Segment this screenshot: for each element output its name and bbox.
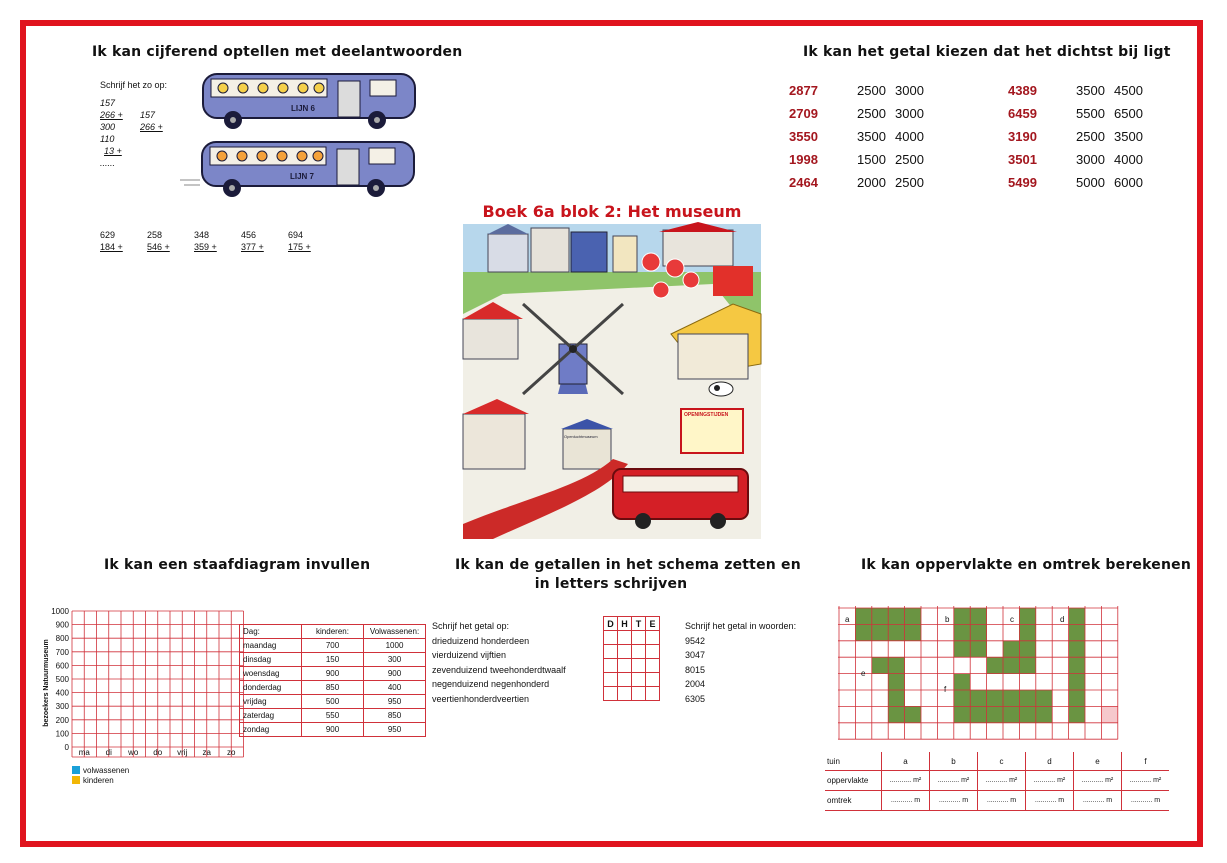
table-cell: vrijdag (240, 695, 302, 709)
exercise-bottom: 546 + (147, 242, 170, 252)
table-cell: woensdag (240, 667, 302, 681)
schema-row (604, 687, 660, 701)
area-cell (1036, 690, 1052, 706)
addition-example (100, 97, 123, 169)
y-tick-label: 0 (64, 743, 69, 752)
schema-row (604, 659, 660, 673)
heading-area: Ik kan oppervlakte en omtrek berekenen (861, 557, 1191, 573)
area-cell (1069, 674, 1085, 690)
schema-header: E (646, 617, 660, 631)
nearest-option: 3500 (1114, 129, 1143, 144)
exercise (100, 229, 140, 253)
schema-cell[interactable] (604, 645, 618, 659)
exercise (194, 229, 234, 253)
area-cell (855, 624, 871, 640)
table-cell: 900 (364, 667, 426, 681)
schema-row (604, 673, 660, 687)
exercise-bottom: 184 + (100, 242, 123, 252)
nearest-table-right (1008, 79, 1149, 194)
area-blank[interactable]: ........... m (978, 791, 1026, 811)
schema-cell[interactable] (632, 687, 646, 701)
heading-addition: Ik kan cijferend optellen met deelantwoorden (92, 44, 463, 60)
schema-number: 9542 (685, 635, 706, 646)
area-blank[interactable]: ........... m (1026, 791, 1074, 811)
area-cell (1069, 608, 1085, 624)
y-tick-label: 900 (55, 620, 69, 630)
area-label: e (861, 669, 866, 678)
area-cell (855, 608, 871, 624)
nearest-number: 3190 (1008, 129, 1037, 144)
schema-cell[interactable] (646, 631, 660, 645)
schema-words (432, 619, 566, 706)
area-cell (970, 624, 986, 640)
bar-chart (38, 603, 236, 768)
x-tick-label: zo (227, 748, 236, 757)
legend-label: kinderen (83, 776, 114, 785)
exercise (241, 229, 281, 253)
area-table-header: c (978, 752, 1026, 771)
heading-schema-line: Ik kan de getallen in het schema zetten en (455, 557, 801, 573)
nearest-option: 3500 (1076, 83, 1105, 98)
exercise-top: 456 (241, 230, 257, 240)
exercise-bottom: 359 + (194, 242, 217, 252)
area-blank[interactable]: ........... m (1074, 791, 1122, 811)
chart-legend (72, 766, 129, 786)
table-cell: maandag (240, 639, 302, 653)
area-cell (1069, 624, 1085, 640)
area-grid (838, 606, 1133, 736)
area-cell (954, 641, 970, 657)
y-tick-label: 1000 (51, 607, 69, 616)
schema-cell[interactable] (632, 673, 646, 687)
legend-swatch-icon (72, 776, 80, 784)
area-cell (1069, 641, 1085, 657)
table-cell: 850 (364, 709, 426, 723)
table-row (240, 667, 426, 681)
area-table-header: f (1122, 752, 1170, 771)
area-cell (888, 624, 904, 640)
nearest-row (789, 79, 930, 102)
table-header: Volwassenen: (364, 625, 426, 639)
nearest-number: 5499 (1008, 175, 1037, 190)
area-blank[interactable]: ........... m² (978, 771, 1026, 791)
y-tick-label: 200 (55, 715, 69, 725)
nearest-option: 6000 (1114, 175, 1143, 190)
schema-word: zevenduizend tweehonderdtwaalf (432, 664, 566, 675)
area-table-header: tuin (825, 752, 882, 771)
schema-cell[interactable] (618, 673, 632, 687)
table-cell: donderdag (240, 681, 302, 695)
table-cell: 700 (302, 639, 364, 653)
schema-cell[interactable] (646, 659, 660, 673)
table-cell: 400 (364, 681, 426, 695)
nearest-number: 2877 (789, 83, 818, 98)
nearest-row (1008, 102, 1149, 125)
area-cell (987, 706, 1003, 722)
nearest-option: 2500 (857, 83, 886, 98)
area-cell (1019, 641, 1035, 657)
area-label: a (845, 615, 850, 624)
table-cell: zaterdag (240, 709, 302, 723)
schema-number: 3047 (685, 650, 706, 660)
nearest-number: 3501 (1008, 152, 1037, 167)
area-cell (1003, 641, 1019, 657)
visitors-table (239, 624, 426, 737)
example-line: 300 (100, 122, 116, 132)
area-cell (888, 608, 904, 624)
area-cell (970, 690, 986, 706)
bus1-label: LIJN 6 (291, 104, 316, 113)
table-row (240, 723, 426, 737)
legend-swatch-icon (72, 766, 80, 774)
schema-header: H (618, 617, 632, 631)
schema-cell[interactable] (632, 631, 646, 645)
area-blank[interactable]: ........... m² (1122, 771, 1170, 791)
area-row-label: omtrek (825, 791, 882, 811)
area-cell (905, 706, 921, 722)
area-blank[interactable]: ........... m² (1074, 771, 1122, 791)
schema-cell[interactable] (604, 687, 618, 701)
area-row-label: oppervlakte (825, 771, 882, 791)
schema-cell[interactable] (618, 687, 632, 701)
nearest-option: 5500 (1076, 106, 1105, 121)
area-cell (954, 608, 970, 624)
area-cell (1019, 624, 1035, 640)
schema-word: veertienhonderdveertien (432, 693, 530, 704)
y-axis-label: bezoekers Natuurmuseum (43, 639, 50, 727)
table-header: Dag: (240, 625, 302, 639)
x-axis-ticks (72, 747, 244, 757)
schema-cell[interactable] (632, 645, 646, 659)
sign-opening-hours: OPENINGSTIJDEN (684, 412, 729, 418)
nearest-option: 2500 (857, 106, 886, 121)
area-cell (970, 706, 986, 722)
area-cell (1019, 690, 1035, 706)
area-cell (954, 674, 970, 690)
area-blank[interactable]: ........... m (1122, 791, 1170, 811)
nearest-option: 3000 (895, 106, 924, 121)
nearest-option: 6500 (1114, 106, 1143, 121)
schema-cell[interactable] (604, 673, 618, 687)
area-blank[interactable]: ........... m² (1026, 771, 1074, 791)
table-cell: 850 (302, 681, 364, 695)
nearest-option: 4500 (1114, 83, 1143, 98)
schema-cell[interactable] (618, 645, 632, 659)
schema-cell[interactable] (604, 631, 618, 645)
bus-illustration (195, 70, 425, 132)
schema-number: 6305 (685, 693, 706, 704)
area-cell (1069, 706, 1085, 722)
table-cell: 150 (302, 653, 364, 667)
schema-row (604, 631, 660, 645)
nearest-number: 6459 (1008, 106, 1037, 121)
area-cell (987, 690, 1003, 706)
chart-grid (72, 611, 244, 747)
area-blank[interactable]: ........... m (930, 791, 978, 811)
nearest-row (1008, 125, 1149, 148)
area-table-header: e (1074, 752, 1122, 771)
addition-side-example (140, 109, 163, 133)
nearest-option: 1500 (857, 152, 886, 167)
schema-number: 2004 (685, 679, 706, 689)
bus-illustration (180, 138, 425, 200)
nearest-number: 1998 (789, 152, 818, 167)
schema-cell[interactable] (604, 659, 618, 673)
nearest-number: 2709 (789, 106, 818, 121)
area-cell (1003, 690, 1019, 706)
example-line: 266 + (140, 122, 163, 132)
table-cell: 900 (302, 723, 364, 737)
legend-entry (72, 776, 129, 786)
book-title: Boek 6a blok 2: Het museum (482, 202, 742, 221)
nearest-row (1008, 79, 1149, 102)
addition-instruction: Schrijf het zo op: (100, 80, 168, 90)
example-line: 157 (140, 110, 156, 120)
area-cell (1019, 608, 1035, 624)
y-tick-label: 600 (55, 661, 69, 671)
table-cell: zondag (240, 723, 302, 737)
exercise-bottom: 175 + (288, 242, 311, 252)
exercise (288, 229, 328, 253)
area-cell (954, 706, 970, 722)
exercise-top: 258 (147, 230, 163, 240)
area-cell (888, 657, 904, 673)
nearest-option: 4000 (1114, 152, 1143, 167)
y-axis-ticks (51, 607, 69, 752)
x-tick-label: vrij (177, 748, 188, 757)
schema-word: drieduizend honderdeen (432, 635, 530, 646)
schema-cell[interactable] (646, 673, 660, 687)
example-line: ...... (100, 158, 116, 168)
table-cell: 950 (364, 695, 426, 709)
area-cell (872, 624, 888, 640)
y-tick-label: 400 (55, 688, 69, 698)
table-cell: 900 (302, 667, 364, 681)
nearest-row (789, 171, 930, 194)
area-cell (905, 624, 921, 640)
schema-numbers (685, 619, 796, 706)
bus2-label: LIJN 7 (290, 172, 315, 181)
area-table-row (825, 791, 1169, 811)
nearest-number: 4389 (1008, 83, 1037, 98)
exercise (147, 229, 187, 253)
nearest-option: 3500 (857, 129, 886, 144)
area-table-header: d (1026, 752, 1074, 771)
schema-cell[interactable] (646, 645, 660, 659)
schema-instruction: Schrijf het getal op: (432, 621, 510, 631)
example-line: 110 (100, 134, 115, 144)
heading-bar-chart: Ik kan een staafdiagram invullen (104, 557, 371, 573)
schema-cell[interactable] (646, 687, 660, 701)
heading-schema (455, 557, 801, 592)
schema-cell[interactable] (618, 631, 632, 645)
schema-instruction: Schrijf het getal in woorden: (685, 621, 797, 631)
area-cell (888, 690, 904, 706)
table-row (240, 681, 426, 695)
nearest-option: 5000 (1076, 175, 1105, 190)
y-tick-label: 100 (55, 729, 69, 739)
table-header: kinderen: (302, 625, 364, 639)
table-cell: 300 (364, 653, 426, 667)
area-cell (1019, 706, 1035, 722)
area-cell (888, 674, 904, 690)
nearest-option: 2500 (1076, 129, 1105, 144)
area-blank[interactable]: ........... m² (882, 771, 930, 791)
area-cell (970, 641, 986, 657)
area-blank[interactable]: ........... m (882, 791, 930, 811)
y-tick-label: 800 (55, 634, 69, 644)
heading-schema-line: in letters schrijven (534, 576, 688, 592)
nearest-row (789, 148, 930, 171)
area-label: b (945, 615, 950, 624)
area-cell (905, 608, 921, 624)
schema-header: D (604, 617, 618, 631)
area-cell (872, 657, 888, 673)
schema-word: vierduizend vijftien (432, 650, 507, 660)
nearest-row (789, 102, 930, 125)
nearest-option: 2500 (895, 152, 924, 167)
schema-word: negenduizend negenhonderd (432, 679, 550, 689)
area-label: d (1060, 615, 1065, 624)
nearest-option: 3000 (895, 83, 924, 98)
example-line: 13 + (104, 146, 122, 156)
example-line: 157 (100, 98, 116, 108)
nearest-option: 2500 (895, 175, 924, 190)
table-cell: dinsdag (240, 653, 302, 667)
area-cell (970, 608, 986, 624)
schema-table (603, 616, 660, 701)
schema-header: T (632, 617, 646, 631)
area-table-header: a (882, 752, 930, 771)
nearest-number: 2464 (789, 175, 818, 190)
area-table (825, 752, 1169, 811)
table-cell: 1000 (364, 639, 426, 653)
area-cell (1003, 657, 1019, 673)
area-cell (888, 706, 904, 722)
table-row (240, 709, 426, 723)
example-line: 266 + (100, 110, 123, 120)
area-label: f (944, 685, 947, 694)
area-cell-highlight (1101, 706, 1117, 722)
area-cell (1003, 706, 1019, 722)
x-tick-label: wo (128, 748, 139, 757)
nearest-number: 3550 (789, 129, 818, 144)
area-cell (872, 608, 888, 624)
y-tick-label: 700 (55, 647, 69, 657)
area-table-header: b (930, 752, 978, 771)
nearest-option: 3000 (1076, 152, 1105, 167)
legend-entry (72, 766, 129, 776)
nearest-table-left (789, 79, 930, 194)
table-row (240, 639, 426, 653)
schema-cell[interactable] (632, 659, 646, 673)
area-cell (1069, 690, 1085, 706)
schema-row (604, 645, 660, 659)
nearest-option: 4000 (895, 129, 924, 144)
schema-cell[interactable] (618, 659, 632, 673)
area-label: c (1010, 615, 1014, 624)
nearest-row (1008, 148, 1149, 171)
table-cell: 500 (302, 695, 364, 709)
x-tick-label: za (202, 748, 211, 757)
nearest-row (789, 125, 930, 148)
area-cell (1036, 706, 1052, 722)
area-cell (987, 657, 1003, 673)
exercise-top: 629 (100, 230, 116, 240)
legend-label: volwassenen (83, 766, 130, 775)
table-row (240, 653, 426, 667)
area-cell (954, 624, 970, 640)
y-tick-label: 500 (55, 675, 69, 684)
area-cell (1019, 657, 1035, 673)
y-tick-label: 300 (55, 702, 69, 712)
x-tick-label: ma (78, 748, 90, 757)
table-cell: 550 (302, 709, 364, 723)
area-cell (954, 690, 970, 706)
table-row (240, 695, 426, 709)
x-tick-label: di (105, 748, 112, 757)
nearest-option: 2000 (857, 175, 886, 190)
exercise-bottom: 377 + (241, 242, 264, 252)
x-tick-label: do (153, 748, 163, 757)
sign-museum: Openluchtmuseum (564, 434, 598, 439)
exercise-top: 694 (288, 230, 304, 240)
museum-illustration (463, 224, 761, 539)
nearest-row (1008, 171, 1149, 194)
schema-number: 8015 (685, 664, 706, 675)
table-cell: 950 (364, 723, 426, 737)
area-table-row (825, 771, 1169, 791)
exercise-top: 348 (194, 230, 210, 240)
heading-nearest: Ik kan het getal kiezen dat het dichtst bij ligt (803, 44, 1171, 60)
area-blank[interactable]: ........... m² (930, 771, 978, 791)
area-cell (1069, 657, 1085, 673)
